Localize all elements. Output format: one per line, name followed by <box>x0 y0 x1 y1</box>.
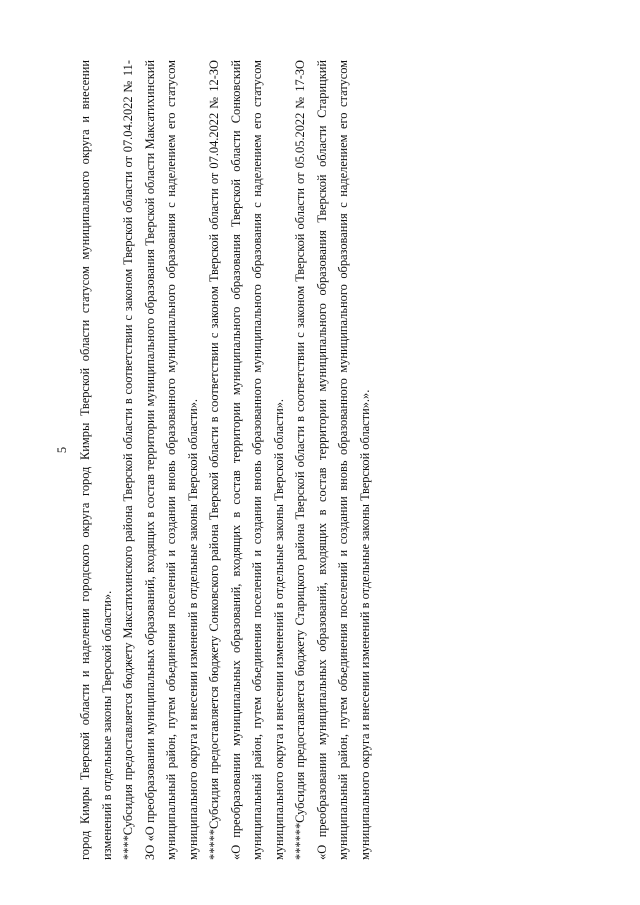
page-number: 5 <box>55 446 69 454</box>
paragraph-footnote-sonkovo: *****Субсидия предоставляется бюджету Сонковского района Тверской области в соответствии с законом Тверской области от 07.04.2022 № 12-ЗО «О преобразовании муниципальных образований, входящих в состав территории муниципального образования Тверской области Сонковский муниципальный район, путем объединения поселений и создании вновь образованного муниципального образования с наделением его статусом муниципального округа и внесении изменений в отдельные законы Тверской области». <box>207 60 286 860</box>
paragraph-footnote-staritsa: ******Субсидия предоставляется бюджету Старицкого района Тверской области в соответствии с законом Тверской области от 05.05.2022 № 17-ЗО «О преобразовании муниципальных образований, входящих в состав территории муниципального образования Тверской области Старицкий муниципальный район, путем объединения поселений и создании вновь образованного муниципального образования с наделением его статусом муниципального округа и внесении изменений в отдельные законы Тверской области».». <box>293 60 372 860</box>
paragraph-footnote-maksatikha: ****Субсидия предоставляется бюджету Максатихинского района Тверской области в соответствии с законом Тверской области от 07.04.2022 № 11-ЗО «О преобразовании муниципальных образований, входящих в состав территории муниципального образования Тверской области Максатихинский муниципальный район, путем объединения поселений и создании вновь образованного муниципального образования с наделением его статусом муниципального округа и внесении изменений в отдельные законы Тверской области». <box>121 60 200 860</box>
document-body <box>75 60 372 860</box>
paragraph-kimry-continuation: город Кимры Тверской области и наделении городского округа город Кимры Тверской области статусом муниципального округа и внесении изменений в отдельные законы Тверской области». <box>78 60 114 860</box>
